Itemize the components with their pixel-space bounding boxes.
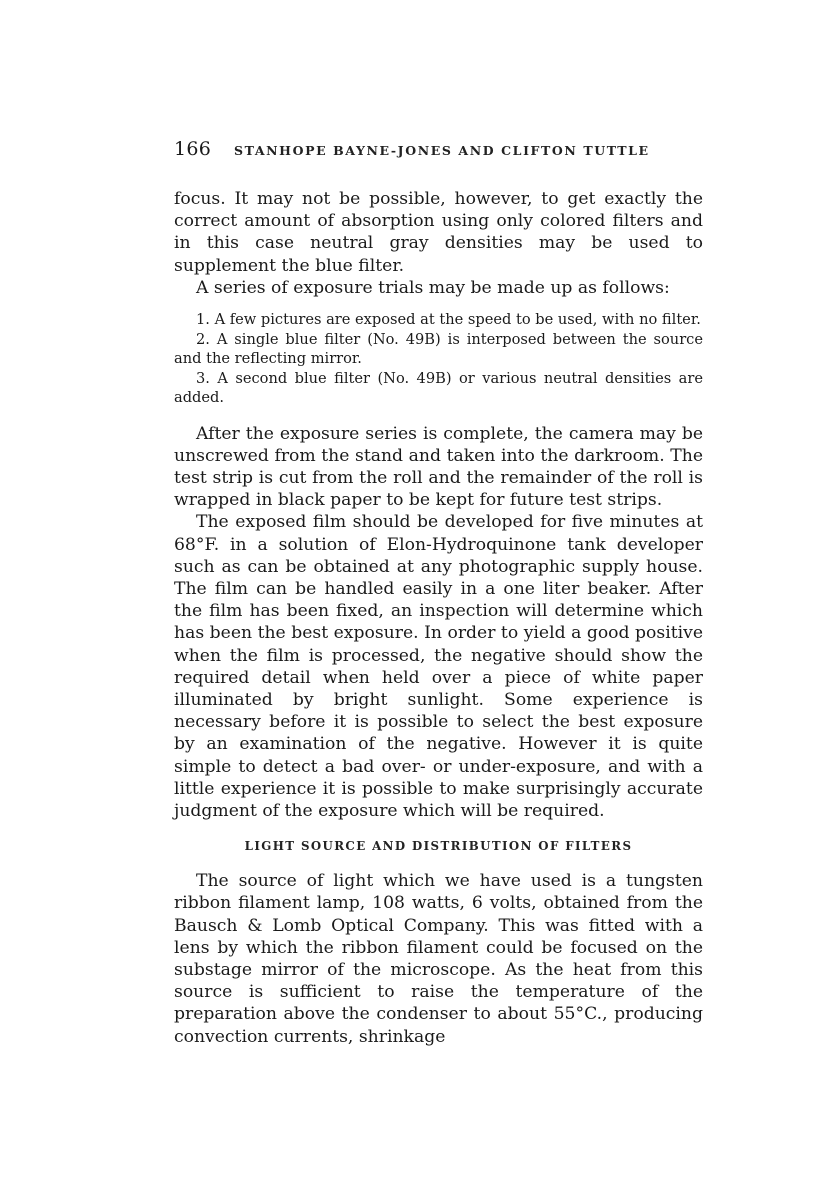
document-page xyxy=(174,138,703,1048)
paragraph-light-source: The source of light which we have used is a tungsten ribbon filament lamp, 108 watts, 6 volts, obtained from the Bausch & Lomb Optical Company. This was fitted with a lens by which the ribbon filament could be focused on the substage mirror of the microscope. As the heat from this source is sufficient to raise the temperature of the preparation above the condenser to about 55°C., producing convection currents, shrinkage xyxy=(174,871,703,1047)
section-heading: LIGHT SOURCE AND DISTRIBUTION OF FILTERS xyxy=(244,839,633,854)
paragraph-focus: focus. It may not be possible, however, to get exactly the correct amount of absorption using only colored filters and in this case neutral gray densities may be used to supplement the blue filter. xyxy=(174,189,703,276)
paragraph-darkroom: After the exposure series is complete, the camera may be unscrewed from the stand and taken into the darkroom. The test strip is cut from the roll and the remainder of the roll is wrapped in black paper to be kept for future test strips. xyxy=(174,423,703,511)
body-text xyxy=(174,188,703,1048)
page-number: 166 xyxy=(174,138,212,160)
exposure-trials-list xyxy=(174,310,703,408)
paragraph-development: The exposed film should be developed for five minutes at 68°F. in a solution of Elon-Hydroquinone tank developer such as can be obtained at any photographic supply house. The film can be handled easily in a one liter beaker. After the film has been fixed, an inspection will determine which has been the best exposure. In order to yield a good positive when the film is processed, the negative should show the required detail when held over a piece of white paper illuminated by bright sunlight. Some experience is necessary before it is possible to select the best exposure by an examination of the negative. However it is quite simple to detect a bad over- or under-exposure, and with a little experience it is possible to make surprisingly accurate judgment of the exposure which will be required. xyxy=(174,512,703,821)
list-item: 1. A few pictures are exposed at the speed to be used, with no filter. xyxy=(196,311,701,329)
paragraph-exposure-trials-intro: A series of exposure trials may be made up as follows: xyxy=(196,277,670,298)
running-title: STANHOPE BAYNE-JONES AND CLIFTON TUTTLE xyxy=(234,143,650,158)
list-item: 3. A second blue filter (No. 49B) or various neutral densities are added. xyxy=(174,369,703,407)
list-item: 2. A single blue filter (No. 49B) is interposed between the source and the reflecting mirror. xyxy=(174,330,703,368)
running-header xyxy=(174,138,703,166)
